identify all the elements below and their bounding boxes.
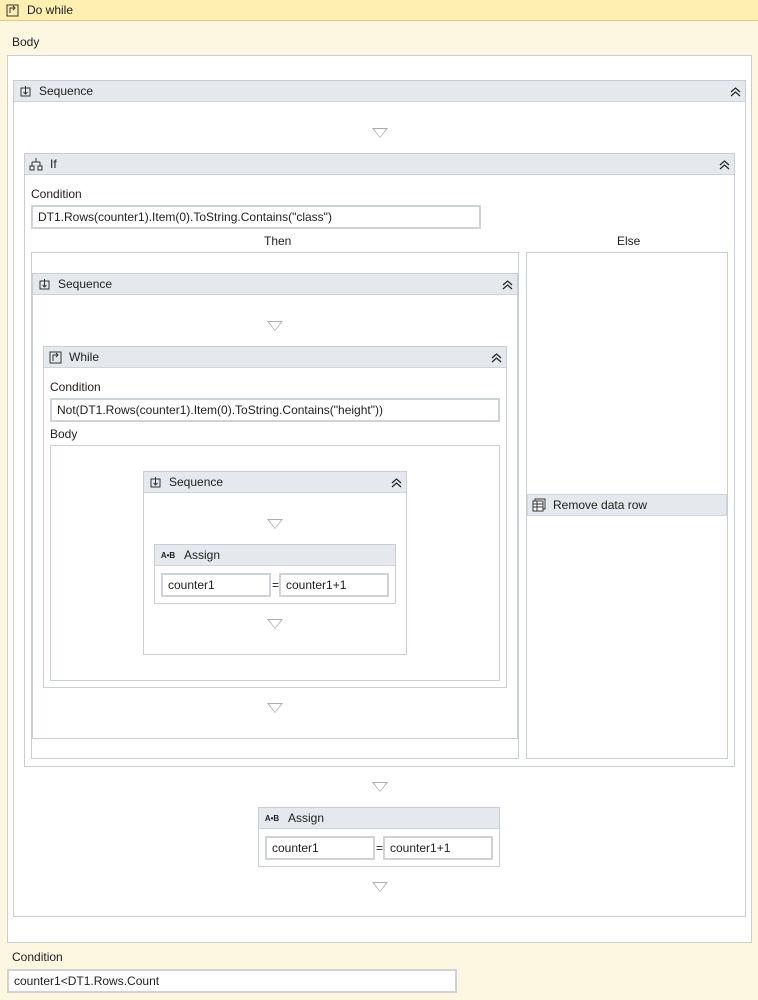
outer-assign-title: Assign [288,811,325,825]
while-body-label: Body [50,427,78,441]
do-while-condition-input[interactable]: counter1<DT1.Rows.Count [7,969,457,993]
if-header[interactable] [25,154,734,175]
drop-zone-icon[interactable] [372,882,388,892]
data-table-icon [531,497,547,513]
drop-zone-icon[interactable] [267,519,283,529]
assign-icon: A•B [264,813,280,823]
then-label: Then [264,234,292,248]
else-label: Else [617,234,641,248]
collapse-icon[interactable] [490,351,502,363]
equals-sign: = [376,841,384,855]
do-while-title: Do while [27,3,74,17]
while-condition-input[interactable]: Not(DT1.Rows(counter1).Item(0).ToString.Contains("height")) [50,398,500,422]
then-sequence-header[interactable] [33,274,517,295]
outer-sequence-header[interactable] [14,81,745,102]
collapse-icon[interactable] [718,158,730,170]
collapse-icon[interactable] [501,278,513,290]
outer-assign-header[interactable] [259,808,499,829]
while-title: While [69,350,100,364]
outer-assign-to-input[interactable]: counter1 [265,836,375,860]
remove-data-row-title: Remove data row [553,498,648,512]
do-while-body-label: Body [12,35,40,49]
if-title: If [50,157,57,171]
while-condition-label: Condition [50,380,101,394]
drop-zone-icon[interactable] [267,703,283,713]
if-condition-label: Condition [31,187,82,201]
while-icon [48,350,62,364]
drop-zone-icon[interactable] [372,782,388,792]
then-sequence-title: Sequence [58,277,113,291]
inner-assign-value-input[interactable]: counter1+1 [279,573,389,597]
sequence-icon [18,84,32,98]
assign-icon: A•B [160,550,176,560]
do-while-header[interactable] [0,0,758,21]
drop-zone-icon[interactable] [372,128,388,138]
remove-data-row-activity[interactable] [527,494,727,516]
collapse-icon[interactable] [729,85,741,97]
drop-zone-icon[interactable] [267,619,283,629]
equals-sign: = [272,578,280,592]
do-while-condition-label: Condition [12,950,63,964]
inner-assign-header[interactable] [155,545,395,566]
if-condition-input[interactable]: DT1.Rows(counter1).Item(0).ToString.Contains("class") [31,205,481,229]
inner-sequence-title: Sequence [169,475,224,489]
do-while-icon [5,3,19,17]
inner-assign-title: Assign [184,548,221,562]
sequence-icon [148,475,162,489]
inner-assign-to-input[interactable]: counter1 [161,573,271,597]
outer-assign-value-input[interactable]: counter1+1 [383,836,493,860]
outer-sequence-title: Sequence [39,84,94,98]
if-icon [29,157,43,171]
drop-zone-icon[interactable] [267,321,283,331]
sequence-icon [37,277,51,291]
while-header[interactable] [44,347,506,368]
inner-sequence-header[interactable] [144,472,406,493]
collapse-icon[interactable] [390,476,402,488]
